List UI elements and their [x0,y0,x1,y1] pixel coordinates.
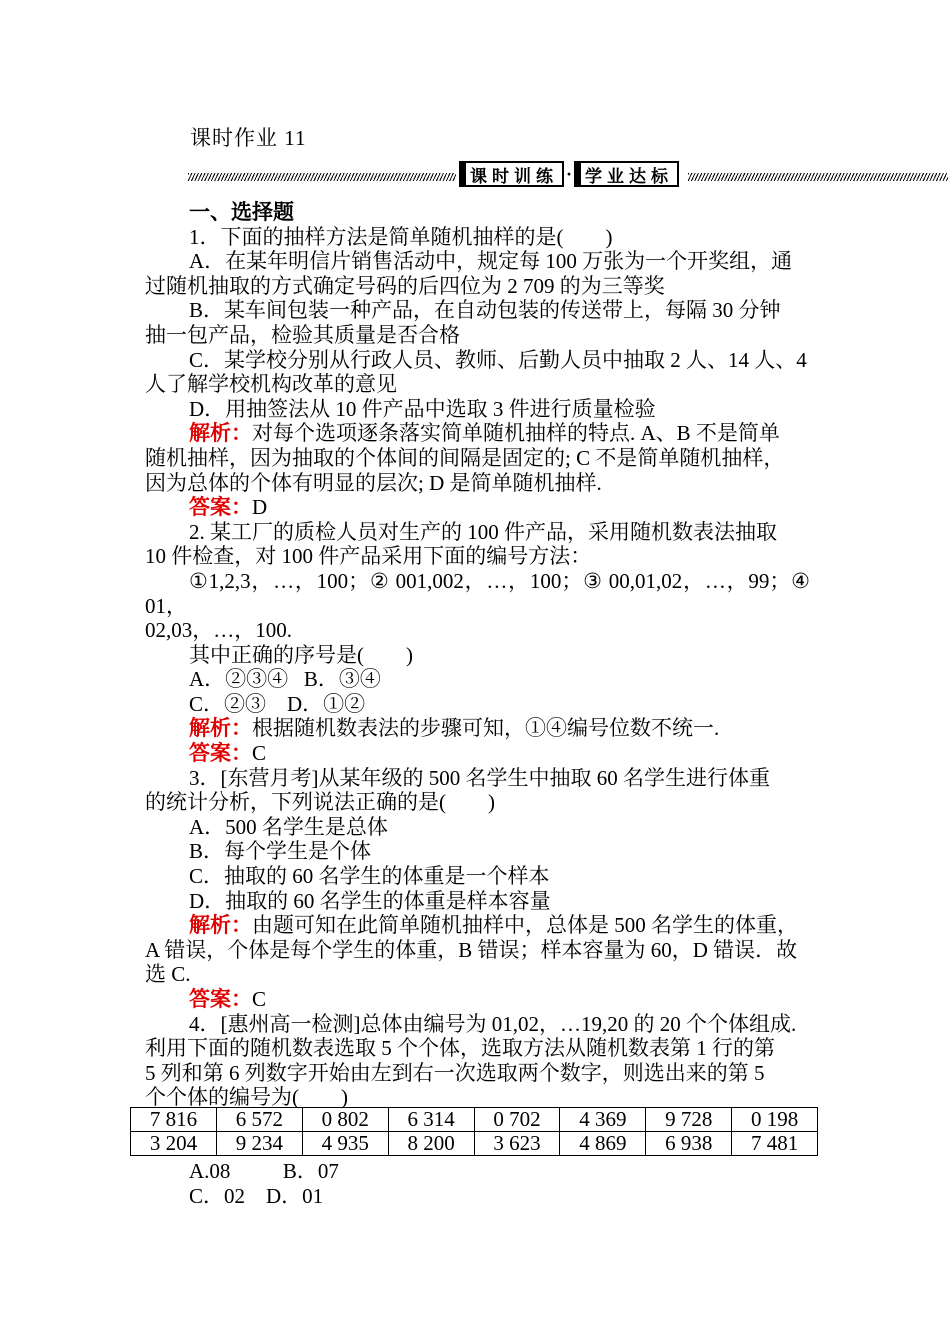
table-cell: 8 200 [388,1132,474,1156]
q2-methods-line2: 02,03，…，100. [145,618,292,643]
q3-answer-label: 答案： [189,987,252,1011]
banner-hatch-right [688,173,948,181]
q2-options-cd: C．②③ D．①② [189,691,366,716]
table-cell: 9 728 [646,1108,732,1132]
q1-option-b-line1: B．某车间包装一种产品，在自动包装的传送带上，每隔 30 分钟 [189,298,781,323]
table-cell: 6 314 [388,1108,474,1132]
table-cell: 3 204 [131,1132,217,1156]
q1-option-a-line2: 过随机抽取的方式确定号码的后四位为 2 709 的为三等奖 [145,273,665,298]
homework-title: 课时作业 11 [190,126,307,150]
section-banner [188,160,948,190]
banner-box-training: 课时训练 [459,161,564,187]
banner-hatch-left [188,173,456,181]
q1-option-c-line1: C．某学校分别从行政人员、教师、后勤人员中抽取 2 人、14 人、4 [189,347,807,372]
table-cell: 4 369 [560,1108,646,1132]
q2-stem-line1: 2. 某工厂的质检人员对生产的 100 件产品，采用随机数表法抽取 [189,519,777,544]
table-cell: 3 623 [474,1132,560,1156]
q2-analysis: 解析：根据随机数表法的步骤可知，①④编号位数不统一. [189,716,720,741]
banner-label [459,160,679,188]
q2-answer: 答案：C [189,741,267,766]
q4-stem-line1: 4．[惠州高一检测]总体由编号为 01,02，…19,20 的 20 个个体组成. [189,1011,797,1036]
q1-answer-label: 答案： [189,495,252,520]
q4-options-ab: A.08 B．07 [189,1159,339,1183]
q3-option-d: D．抽取的 60 名学生的体重是样本容量 [189,888,551,913]
q4-stem-line2: 利用下面的随机数表选取 5 个个体，选取方法从随机数表第 1 行的第 [145,1036,775,1061]
q3-stem-line2: 的统计分析，下列说法正确的是( ) [145,790,495,815]
q1-option-c-line2: 人了解学校机构改革的意见 [145,372,397,397]
banner-separator: · [566,163,573,184]
table-cell: 4 869 [560,1132,646,1156]
q4-options [145,1159,810,1208]
table-cell: 0 802 [302,1108,388,1132]
q2-question: 其中正确的序号是( ) [189,642,413,667]
table-cell: 7 816 [131,1108,217,1132]
q2-answer-label: 答案： [189,741,252,766]
questions-body [145,200,810,1110]
table-cell: 6 938 [646,1132,732,1156]
table-row [131,1108,818,1132]
q1-analysis-label: 解析： [189,421,252,446]
q2-methods-line1: ①1,2,3，…，100；② 001,002，…，100；③ 00,01,02，…，99；④ 01， [145,568,810,618]
q4-stem-line4: 个个体的编号为( ) [145,1085,348,1110]
q1-option-d: D．用抽签法从 10 件产品中选取 3 件进行质量检验 [189,396,656,421]
table-cell: 7 481 [732,1132,818,1156]
q1-option-a-line1: A．在某年明信片销售活动中，规定每 100 万张为一个开奖组，通 [189,249,793,274]
q1-answer: 答案：D [189,495,268,520]
table-row [131,1132,818,1156]
q3-analysis-line3: 选 C. [145,962,191,987]
random-number-table [130,1107,818,1156]
q2-analysis-label: 解析： [189,716,252,741]
q3-answer: 答案：C [189,987,267,1011]
section-heading: 一、选择题 [189,200,294,224]
q1-analysis-line2: 随机抽样，因为抽取的个体间的间隔是固定的; C 不是简单随机抽样， [145,445,785,470]
q3-analysis-line2: A 错误，个体是每个学生的体重，B 错误；样本容量为 60，D 错误．故 [145,937,798,962]
q2-options-ab: A．②③④ B．③④ [189,667,381,692]
table-cell: 0 702 [474,1108,560,1132]
table-cell: 0 198 [732,1108,818,1132]
q3-analysis-label: 解析： [189,913,252,938]
q1-stem: 1．下面的抽样方法是简单随机抽样的是( ) [189,224,613,249]
q1-analysis-line1: 解析：对每个选项逐条落实简单随机抽样的特点. A、B 不是简单 [189,421,780,446]
q3-option-c: C．抽取的 60 名学生的体重是一个样本 [189,864,550,889]
table-cell: 4 935 [302,1132,388,1156]
q2-stem-line2: 10 件检查，对 100 件产品采用下面的编号方法： [145,544,592,569]
q3-stem-line1: 3．[东营月考]从某年级的 500 名学生中抽取 60 名学生进行体重 [189,765,770,790]
q4-options-cd: C．02 D．01 [189,1183,324,1208]
q4-stem-line3: 5 列和第 6 列数字开始由左到右一次选取两个数字，则选出来的第 5 [145,1060,765,1085]
q3-option-a: A．500 名学生是总体 [189,814,388,839]
banner-box-standard: 学业达标 [574,161,679,187]
q3-analysis-line1: 解析：由题可知在此简单随机抽样中，总体是 500 名学生的体重， [189,913,798,938]
q3-option-b: B．每个学生是个体 [189,839,372,864]
q1-analysis-line3: 因为总体的个体有明显的层次; D 是简单随机抽样. [145,470,602,495]
table-cell: 6 572 [216,1108,302,1132]
q1-option-b-line2: 抽一包产品，检验其质量是否合格 [145,322,460,347]
table-cell: 9 234 [216,1132,302,1156]
